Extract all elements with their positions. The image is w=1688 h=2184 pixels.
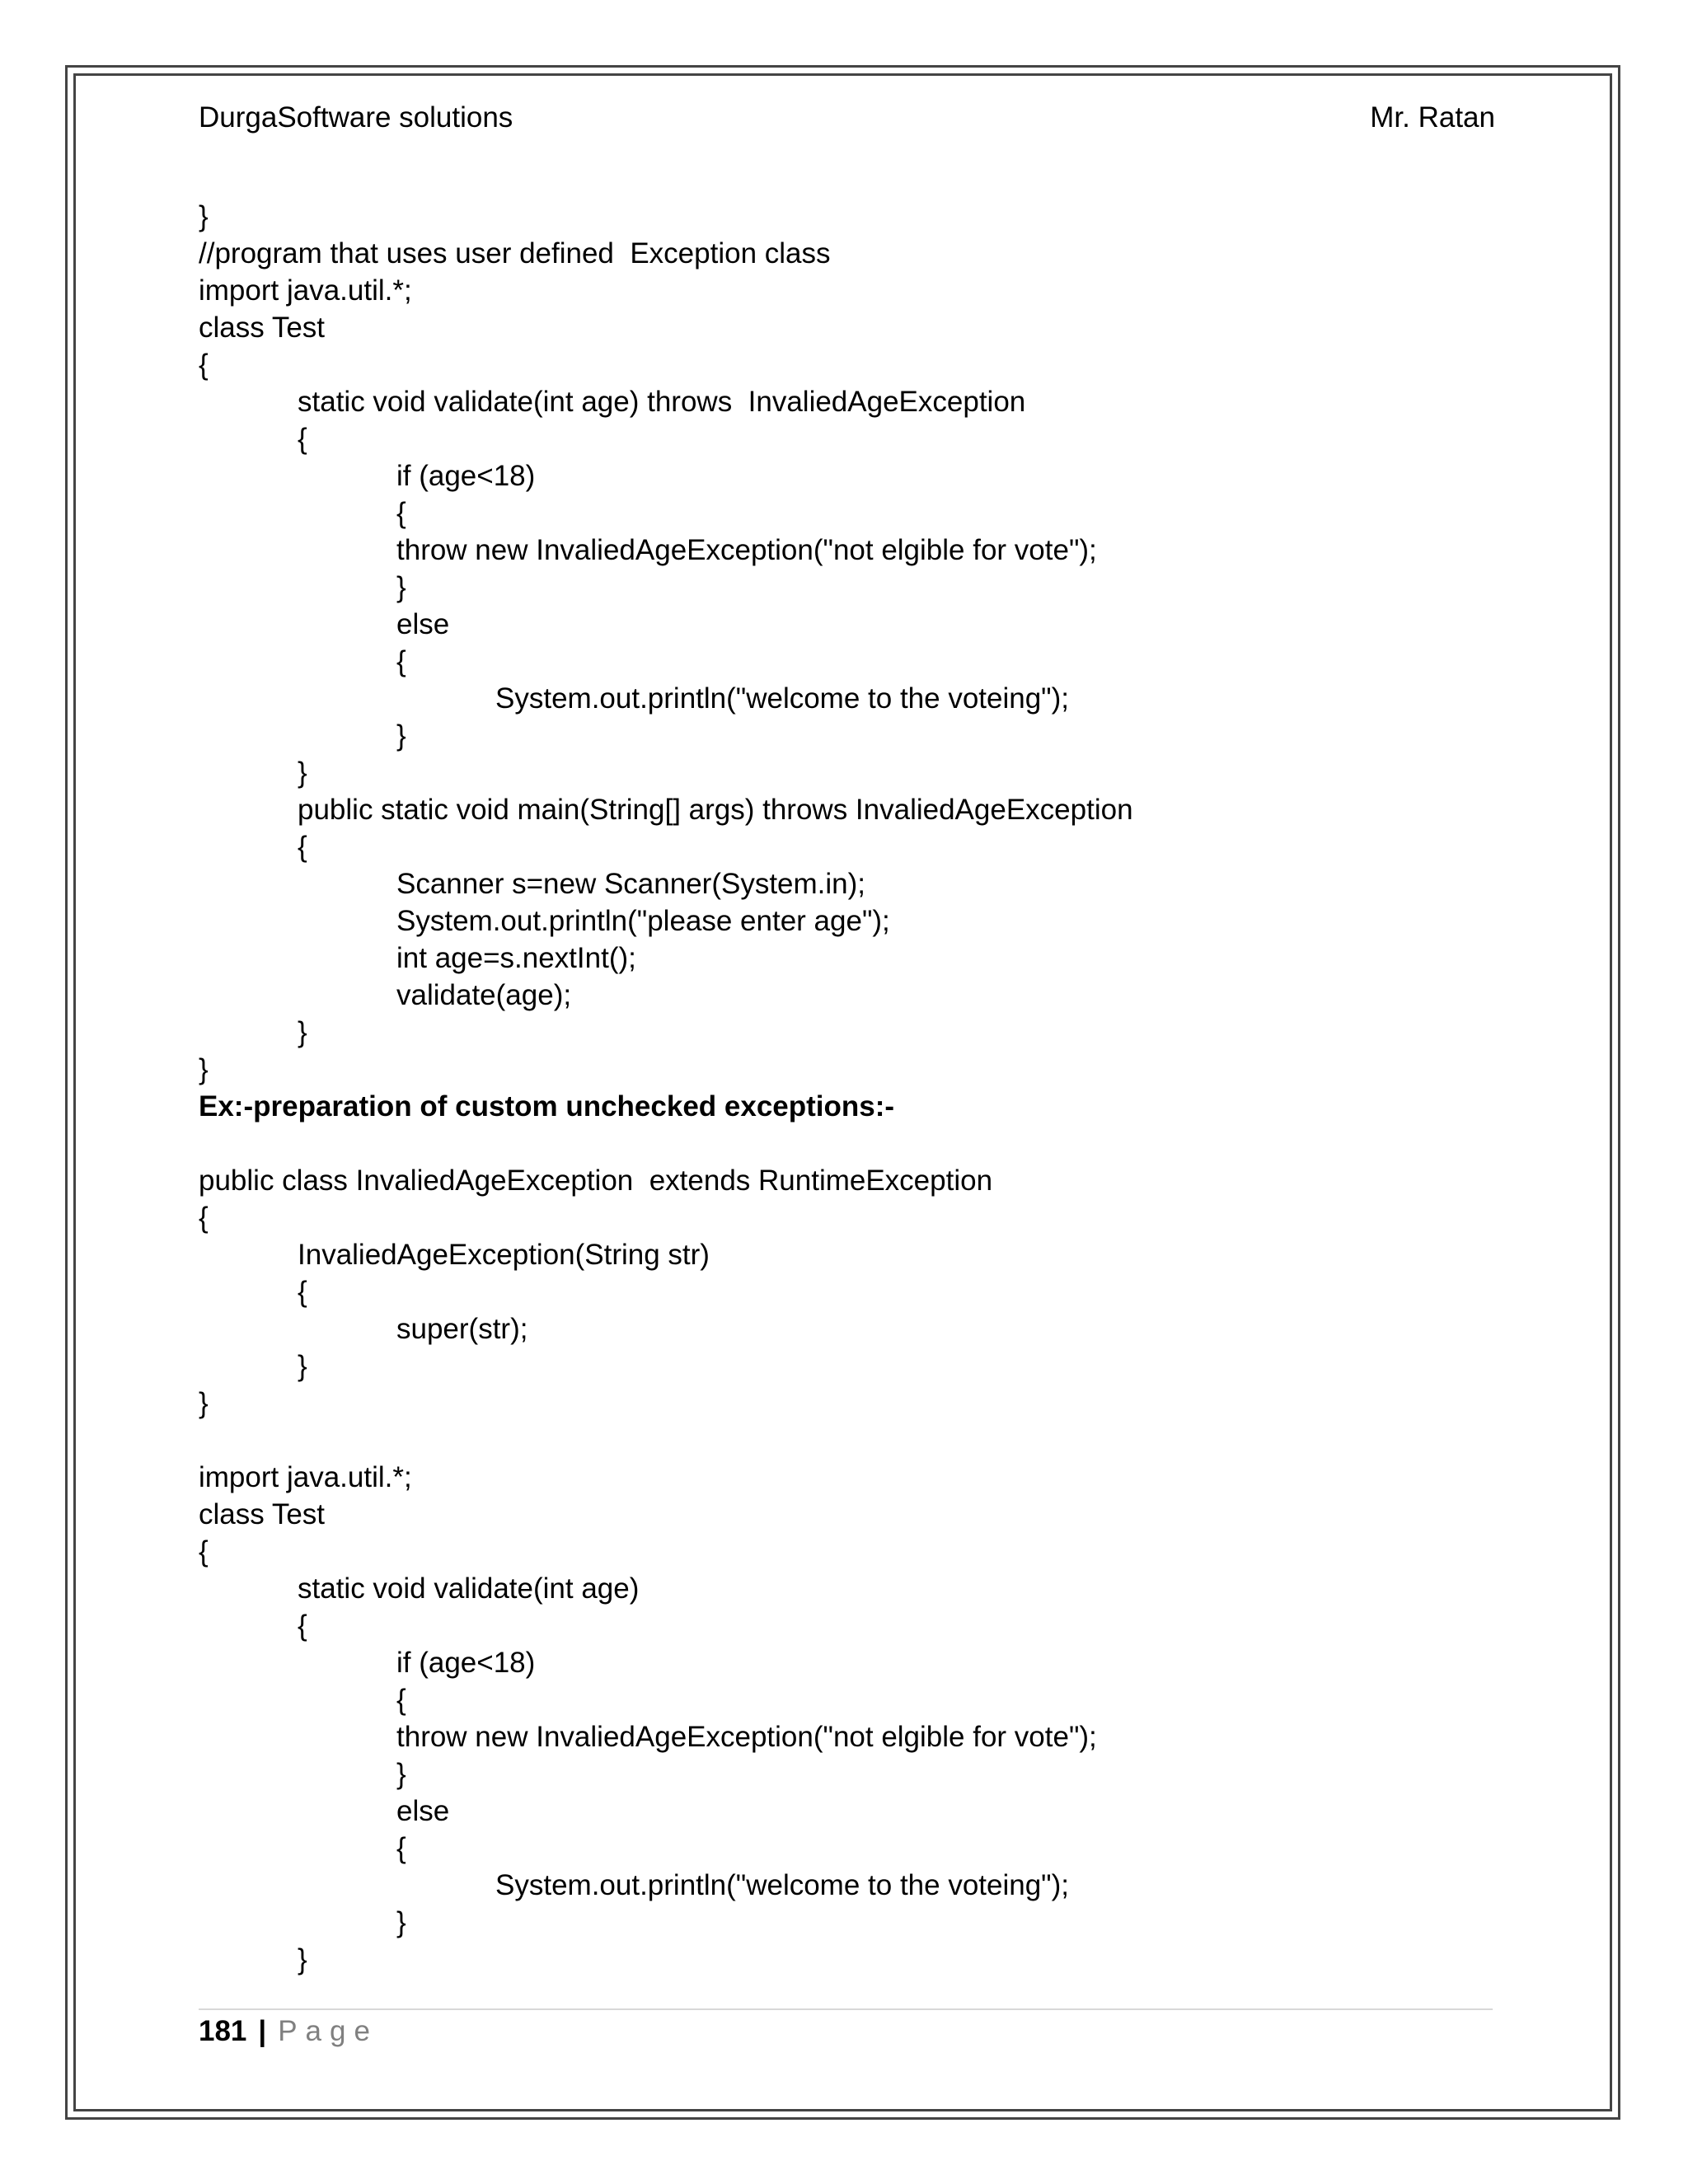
code-line: Scanner s=new Scanner(System.in); — [396, 868, 866, 900]
header-author: Mr. Ratan — [1370, 101, 1495, 134]
code-line: { — [298, 831, 307, 863]
code-line: class Test — [199, 1498, 326, 1530]
code-line: //program that uses user defined Exception class — [199, 237, 831, 269]
code-line: throw new InvaliedAgeException("not elgible for vote"); — [396, 1721, 1097, 1753]
code-line: super(str); — [396, 1313, 528, 1345]
code-line: } — [396, 1906, 406, 1938]
code-line: System.out.println("please enter age"); — [396, 905, 890, 937]
code-line: else — [396, 608, 450, 640]
code-line: { — [298, 423, 307, 455]
page-label: Page — [278, 2015, 378, 2047]
code-line: } — [396, 719, 406, 752]
code-line: } — [199, 1053, 209, 1085]
code-line: InvaliedAgeException(String str) — [298, 1239, 710, 1271]
code-listing — [199, 198, 1484, 1978]
code-line: import java.util.*; — [199, 274, 412, 307]
code-line: { — [396, 1684, 406, 1716]
code-line — [199, 1125, 1484, 1162]
page-footer — [199, 2011, 378, 2052]
code-line: static void validate(int age) — [298, 1572, 640, 1605]
section-heading: Ex:-preparation of custom unchecked exceptions:- — [199, 1090, 895, 1122]
code-line — [199, 1422, 1484, 1459]
code-line: import java.util.*; — [199, 1461, 412, 1493]
code-line: { — [199, 349, 209, 381]
code-line: class Test — [199, 312, 326, 344]
header-company: DurgaSoftware solutions — [199, 101, 513, 134]
code-line: int age=s.nextInt(); — [396, 942, 636, 974]
code-line: } — [396, 571, 406, 603]
code-line: { — [199, 1535, 209, 1568]
code-line: { — [298, 1276, 307, 1308]
code-line: validate(age); — [396, 979, 572, 1011]
code-line: } — [298, 1350, 307, 1382]
code-line: static void validate(int age) throws InvaliedAgeException — [298, 386, 1026, 418]
code-line: { — [298, 1610, 307, 1642]
code-line: System.out.println("welcome to the voteing"); — [495, 1869, 1069, 1901]
code-line: { — [396, 645, 406, 677]
footer-rule — [199, 2008, 1493, 2010]
code-line: } — [298, 1943, 307, 1975]
code-line: { — [199, 1202, 209, 1234]
page-number: 181 — [199, 2015, 247, 2047]
code-line: throw new InvaliedAgeException("not elgible for vote"); — [396, 534, 1097, 566]
code-line: } — [199, 1387, 209, 1419]
footer-separator: | — [258, 2015, 267, 2047]
code-line: } — [298, 1016, 307, 1048]
code-line: { — [396, 497, 406, 529]
code-line: if (age<18) — [396, 460, 536, 492]
code-line: public class InvaliedAgeException extends RuntimeException — [199, 1165, 993, 1197]
code-line: { — [396, 1832, 406, 1864]
code-line: System.out.println("welcome to the voteing"); — [495, 682, 1069, 715]
code-line: public static void main(String[] args) throws InvaliedAgeException — [298, 794, 1133, 826]
code-line: } — [298, 757, 307, 789]
code-line: if (age<18) — [396, 1647, 536, 1679]
code-line: } — [199, 200, 209, 232]
code-line: else — [396, 1795, 450, 1827]
code-line: } — [396, 1758, 406, 1790]
